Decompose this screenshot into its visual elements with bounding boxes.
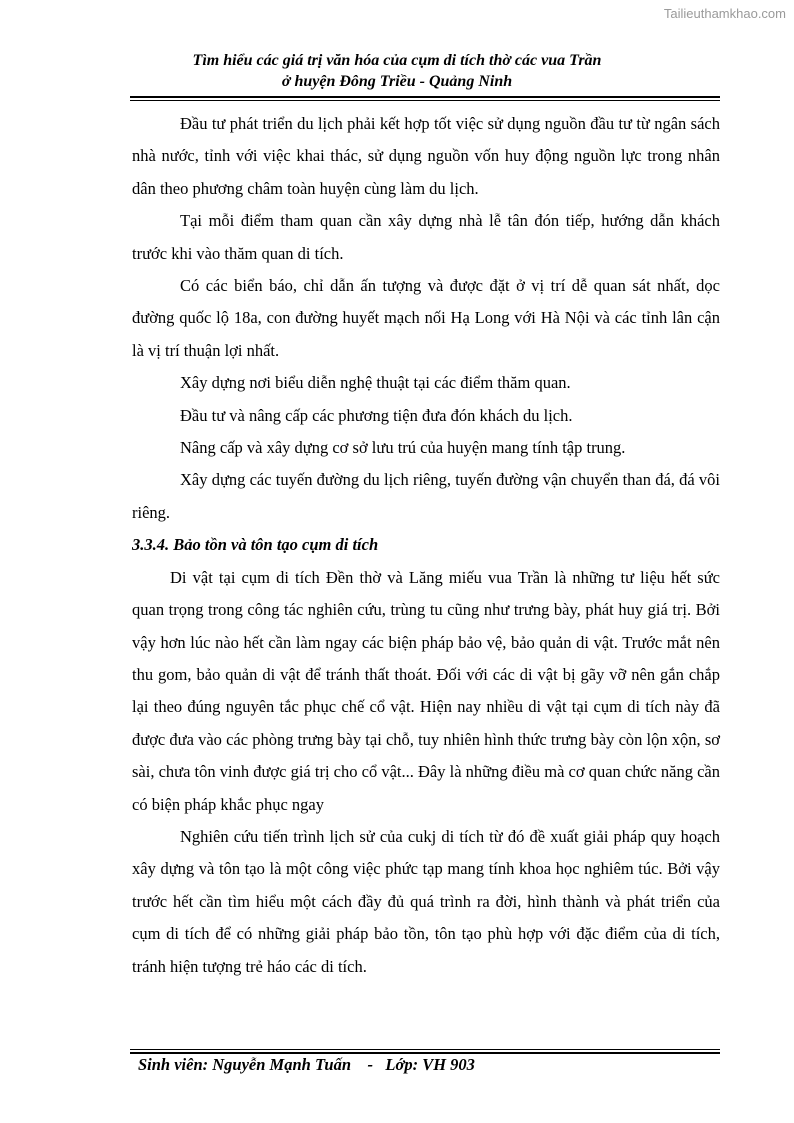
paragraph-artifacts: Di vật tại cụm di tích Đền thờ và Lăng miếu vua Trần là những tư liệu hết sức quan trọng trong công tác nghiên cứu, trùng tu cũng như trưng bày, phát huy giá trị. Bởi vậy hơn lúc nào hết cần làm ngay các biện pháp bảo vệ, bảo quản di vật. Trước mắt nên thu gom, bảo quản di vật để tránh thất thoát. Đối với các di vật bị gãy vỡ nên gắn chắp lại theo đúng nguyên tắc phục chế cổ vật. Hiện nay nhiều di vật tại cụm di tích này đã được đưa vào các phòng trưng bày tại chỗ, tuy nhiên hình thức trưng bày còn lộn xộn, sơ sài, chưa tôn vinh được giá trị cho cổ vật... Đây là những điều mà cơ quan chức năng cần có biện pháp khắc phục ngay [132,567,720,814]
footer-separator: - [367,1055,374,1074]
page-footer [138,1055,475,1075]
paragraph-history-research: Nghiên cứu tiến trình lịch sử của cukj di tích từ đó đề xuất giải pháp quy hoạch xây dựng và tôn tạo là một công việc phức tạp mang tính khoa học nghiêm túc. Bởi vậy trước hết cần tìm hiểu một cách đầy đủ quá trình ra đời, hình thành và phát triển của cụm di tích để có những giải pháp bảo tồn, tôn tạo phù hợp với đặc điểm của di tích, tránh hiện tượng trẻ háo các di tích. [132,826,720,976]
header-title-line-1: Tìm hiểu các giá trị văn hóa của cụm di tích thờ các vua Trần [192,52,602,69]
section-heading: 3.3.4. Bảo tồn và tôn tạo cụm di tích [132,535,379,555]
header-title-line-2: ở huyện Đông Triều - Quảng Ninh [281,73,513,90]
page-header [0,50,794,92]
paragraph-transport: Đầu tư và nâng cấp các phương tiện đưa đón khách du lịch. [180,405,573,425]
header-divider [130,96,720,101]
watermark: Tailieuthamkhao.com [663,6,786,21]
document-body [132,108,720,983]
paragraph-performance-venue: Xây dựng nơi biểu diễn nghệ thuật tại các điểm thăm quan. [180,373,571,393]
paragraph-reception: Tại mỗi điểm tham quan cần xây dựng nhà lễ tân đón tiếp, hướng dẫn khách trước khi vào thăm quan di tích. [132,211,720,263]
paragraph-investment: Đầu tư phát triển du lịch phải kết hợp tốt việc sử dụng nguồn đầu tư từ ngân sách nhà nước, tỉnh với việc khai thác, sử dụng nguồn vốn huy động nguồn lực trong nhân dân theo phương châm toàn huyện cùng làm du lịch. [132,114,720,198]
paragraph-accommodation: Nâng cấp và xây dựng cơ sở lưu trú của huyện mang tính tập trung. [180,438,626,458]
footer-student: Sinh viên: Nguyễn Mạnh Tuấn [138,1055,352,1074]
paragraph-routes: Xây dựng các tuyến đường du lịch riêng, tuyến đường vận chuyển than đá, đá vôi riêng. [132,470,720,522]
footer-class: Lớp: VH 903 [385,1055,475,1074]
paragraph-signage: Có các biển báo, chỉ dẫn ấn tượng và được đặt ở vị trí dễ quan sát nhất, dọc đường quốc lộ 18a, con đường huyết mạch nối Hạ Long với Hà Nội và các tỉnh lân cận là vị trí thuận lợi nhất. [132,276,720,360]
footer-divider [130,1049,720,1054]
